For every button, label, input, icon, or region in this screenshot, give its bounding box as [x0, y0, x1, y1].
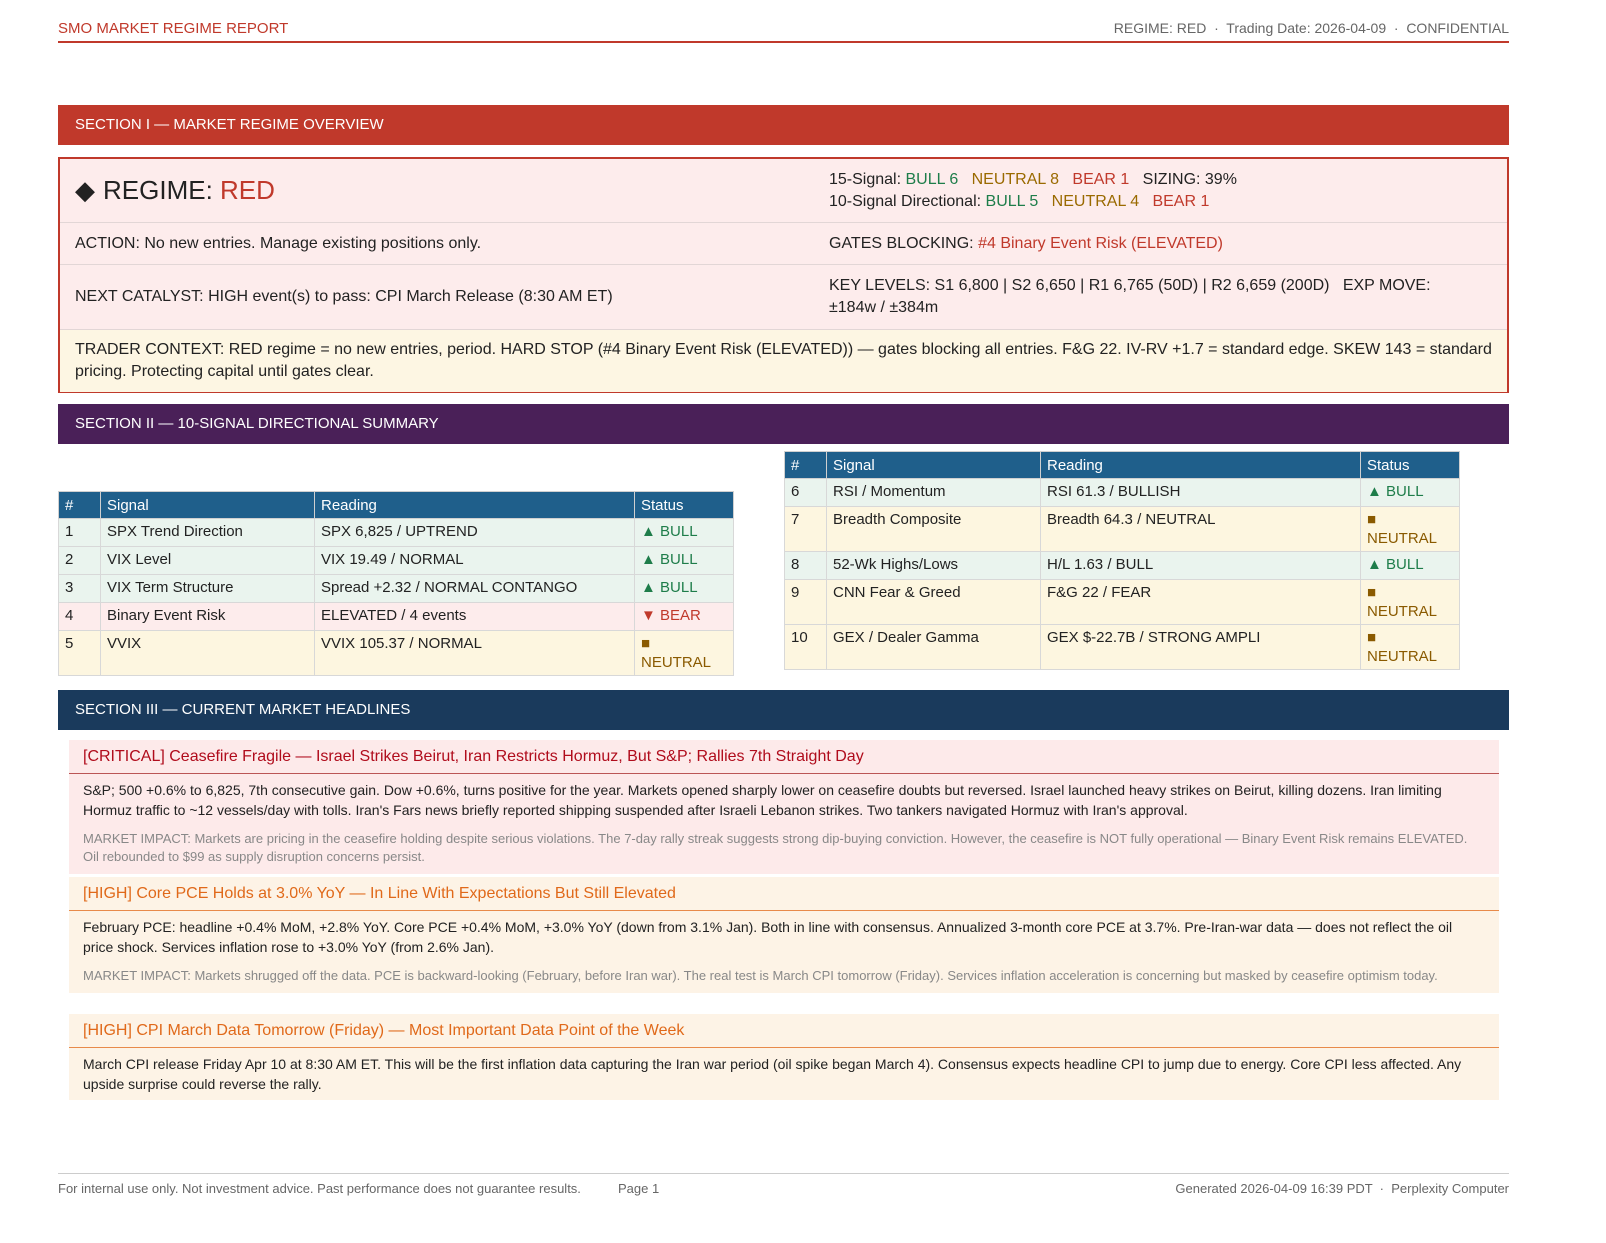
table-row	[785, 479, 1460, 507]
status-label: NEUTRAL	[1367, 603, 1438, 620]
signal-15-label: 15-Signal:	[829, 170, 906, 188]
regime-value: RED	[220, 175, 275, 205]
col-number: #	[59, 492, 101, 519]
cell-reading: H/L 1.63 / BULL	[1041, 552, 1361, 580]
triangle-up-icon: ▲	[641, 523, 656, 540]
square-icon: ■	[1367, 511, 1377, 528]
table-row	[785, 507, 1460, 552]
headline-body: February PCE: headline +0.4% MoM, +2.8% YoY. Core PCE +0.4% MoM, +3.0% YoY (down from 3.1% Jan). Both in line with consensus. Annualized 3-month core PCE at 3.7%. Pre-Iran-war data — does not reflect the oil price shock. Services inflation rose to +3.0% YoY (from 2.6% Jan).	[83, 919, 1453, 955]
cell-number: 8	[785, 552, 827, 580]
report-header	[58, 20, 1509, 43]
market-impact: MARKET IMPACT: Markets shrugged off the data. PCE is backward-looking (February, before Iran war). The real test is March CPI tomorrow (Friday). Services inflation acceleration is concerning but masked by ceasefire optimism today.	[83, 968, 1438, 983]
cell-reading: ELEVATED / 4 events	[315, 603, 635, 631]
cell-reading: VIX 19.49 / NORMAL	[315, 547, 635, 575]
report-title: SMO MARKET REGIME REPORT	[58, 20, 289, 37]
status-label: BULL	[660, 551, 698, 568]
footer	[58, 1173, 1509, 1196]
cell-signal: VIX Term Structure	[101, 575, 315, 603]
cell-status	[1361, 625, 1460, 670]
cell-signal: SPX Trend Direction	[101, 519, 315, 547]
cell-number: 9	[785, 580, 827, 625]
col-status: Status	[1361, 452, 1460, 479]
headline-title: [HIGH] Core PCE Holds at 3.0% YoY — In Line With Expectations But Still Elevated	[69, 877, 1499, 911]
cell-signal: Binary Event Risk	[101, 603, 315, 631]
cell-status	[1361, 552, 1460, 580]
table-row	[59, 519, 734, 547]
headline-body: March CPI release Friday Apr 10 at 8:30 AM ET. This will be the first inflation data capturing the Iran war period (oil spike began March 4). Consensus expects headline CPI to jump due to energy. Core CPI less affected. Any upside surprise could reverse the rally.	[83, 1056, 1462, 1092]
market-impact: MARKET IMPACT: Markets are pricing in the ceasefire holding despite serious violations. The 7-day rally streak suggests strong dip-buying conviction. However, the ceasefire is NOT fully operational — Binary Event Risk remains ELEVATED. Oil rebounded to $99 as supply disruption concerns persist.	[83, 831, 1468, 864]
status-label: BULL	[660, 579, 698, 596]
cell-number: 7	[785, 507, 827, 552]
headline-body: S&P; 500 +0.6% to 6,825, 7th consecutive gain. Dow +0.6%, turns positive for the year. Markets opened sharply lower on ceasefire doubts but reversed. Israel launched heavy strikes on Beirut, killing dozens. Iran limiting Hormuz traffic to ~12 vessels/day with tolls. Iran's Fars news briefly reported shipping suspended after Israeli Lebanon strikes. Two tankers navigated Hormuz with Iran's approval.	[83, 782, 1442, 818]
table-row	[59, 547, 734, 575]
headline-item	[69, 740, 1499, 874]
cell-status	[1361, 580, 1460, 625]
cell-signal: RSI / Momentum	[827, 479, 1041, 507]
signal-10-label: 10-Signal Directional:	[829, 192, 986, 210]
headline-item	[69, 877, 1499, 993]
status-label: BULL	[1386, 483, 1424, 500]
table-row	[59, 631, 734, 676]
neutral-count: NEUTRAL 4	[1051, 192, 1140, 210]
report-meta: REGIME: RED · Trading Date: 2026-04-09 · CONFIDENTIAL	[1113, 20, 1509, 36]
cell-signal: VVIX	[101, 631, 315, 676]
bull-count: BULL 5	[985, 192, 1039, 210]
cell-status	[635, 547, 734, 575]
diamond-icon: ◆	[75, 175, 95, 205]
generated-stamp: Generated 2026-04-09 16:39 PDT · Perplexity Computer	[1175, 1181, 1509, 1196]
action-text: ACTION: No new entries. Manage existing positions only.	[75, 234, 482, 252]
bear-count: BEAR 1	[1152, 192, 1210, 210]
square-icon: ■	[1367, 629, 1377, 646]
regime-label: REGIME:	[103, 175, 221, 205]
col-reading: Reading	[1041, 452, 1361, 479]
cell-reading: VVIX 105.37 / NORMAL	[315, 631, 635, 676]
status-label: BULL	[660, 523, 698, 540]
section-1-header: SECTION I — MARKET REGIME OVERVIEW	[58, 105, 1509, 145]
gates-value: #4 Binary Event Risk (ELEVATED)	[978, 234, 1223, 252]
neutral-count: NEUTRAL 8	[971, 170, 1060, 188]
table-row	[59, 603, 734, 631]
col-reading: Reading	[315, 492, 635, 519]
regime-overview	[58, 157, 1509, 393]
table-row	[785, 552, 1460, 580]
status-label: NEUTRAL	[1367, 530, 1438, 547]
cell-number: 1	[59, 519, 101, 547]
gates-label: GATES BLOCKING:	[829, 234, 979, 252]
table-header-row	[785, 452, 1460, 479]
cell-signal: Breadth Composite	[827, 507, 1041, 552]
trader-context: TRADER CONTEXT: RED regime = no new entries, period. HARD STOP (#4 Binary Event Risk (ELEVATED)) — gates blocking all entries. F&G 22. IV-RV +1.7 = standard edge. SKEW 143 = standard pricing. Protecting capital until gates clear.	[60, 330, 1507, 392]
table-row	[59, 575, 734, 603]
bull-count: BULL 6	[905, 170, 959, 188]
cell-status	[1361, 479, 1460, 507]
cell-status	[635, 631, 734, 676]
cell-status	[635, 575, 734, 603]
key-levels: KEY LEVELS: S1 6,800 | S2 6,650 | R1 6,765 (50D) | R2 6,659 (200D) EXP MOVE: ±184w / ±384m	[829, 277, 1435, 316]
status-label: NEUTRAL	[641, 654, 712, 671]
bear-count: BEAR 1	[1072, 170, 1130, 188]
cell-reading: F&G 22 / FEAR	[1041, 580, 1361, 625]
cell-reading: SPX 6,825 / UPTREND	[315, 519, 635, 547]
signal-10-summary	[829, 191, 1492, 213]
status-label: NEUTRAL	[1367, 648, 1438, 665]
triangle-up-icon: ▲	[641, 579, 656, 596]
page-number: Page 1	[618, 1181, 660, 1196]
square-icon: ■	[641, 635, 651, 652]
square-icon: ■	[1367, 584, 1377, 601]
signals-table-right	[784, 451, 1460, 670]
table-header-row	[59, 492, 734, 519]
table-row	[785, 580, 1460, 625]
cell-signal: 52-Wk Highs/Lows	[827, 552, 1041, 580]
cell-number: 10	[785, 625, 827, 670]
headline-title: [CRITICAL] Ceasefire Fragile — Israel Strikes Beirut, Iran Restricts Hormuz, But S&P; Rallies 7th Straight Day	[69, 740, 1499, 774]
status-label: BULL	[1386, 556, 1424, 573]
section-3-header: SECTION III — CURRENT MARKET HEADLINES	[58, 690, 1509, 730]
signals-table-left	[58, 491, 734, 676]
col-status: Status	[635, 492, 734, 519]
signal-15-summary	[829, 169, 1492, 191]
next-catalyst: NEXT CATALYST: HIGH event(s) to pass: CPI March Release (8:30 AM ET)	[75, 288, 613, 305]
cell-status	[1361, 507, 1460, 552]
cell-reading: GEX $-22.7B / STRONG AMPLI	[1041, 625, 1361, 670]
cell-number: 6	[785, 479, 827, 507]
cell-number: 4	[59, 603, 101, 631]
col-signal: Signal	[101, 492, 315, 519]
table-row	[785, 625, 1460, 670]
cell-reading: RSI 61.3 / BULLISH	[1041, 479, 1361, 507]
cell-signal: CNN Fear & Greed	[827, 580, 1041, 625]
headline-item	[69, 1014, 1499, 1100]
col-number: #	[785, 452, 827, 479]
triangle-up-icon: ▲	[641, 551, 656, 568]
cell-signal: GEX / Dealer Gamma	[827, 625, 1041, 670]
sizing: SIZING: 39%	[1142, 170, 1237, 188]
section-2-header: SECTION II — 10-SIGNAL DIRECTIONAL SUMMARY	[58, 404, 1509, 444]
cell-signal: VIX Level	[101, 547, 315, 575]
cell-status	[635, 603, 734, 631]
headline-title: [HIGH] CPI March Data Tomorrow (Friday) — Most Important Data Point of the Week	[69, 1014, 1499, 1048]
gates-blocking	[814, 235, 1507, 253]
cell-number: 2	[59, 547, 101, 575]
cell-reading: Breadth 64.3 / NEUTRAL	[1041, 507, 1361, 552]
cell-number: 3	[59, 575, 101, 603]
triangle-up-icon: ▲	[1367, 556, 1382, 573]
cell-status	[635, 519, 734, 547]
disclaimer: For internal use only. Not investment advice. Past performance does not guarantee results.	[58, 1181, 581, 1196]
triangle-down-icon: ▼	[641, 607, 656, 624]
cell-number: 5	[59, 631, 101, 676]
triangle-up-icon: ▲	[1367, 483, 1382, 500]
status-label: BEAR	[660, 607, 701, 624]
cell-reading: Spread +2.32 / NORMAL CONTANGO	[315, 575, 635, 603]
col-signal: Signal	[827, 452, 1041, 479]
